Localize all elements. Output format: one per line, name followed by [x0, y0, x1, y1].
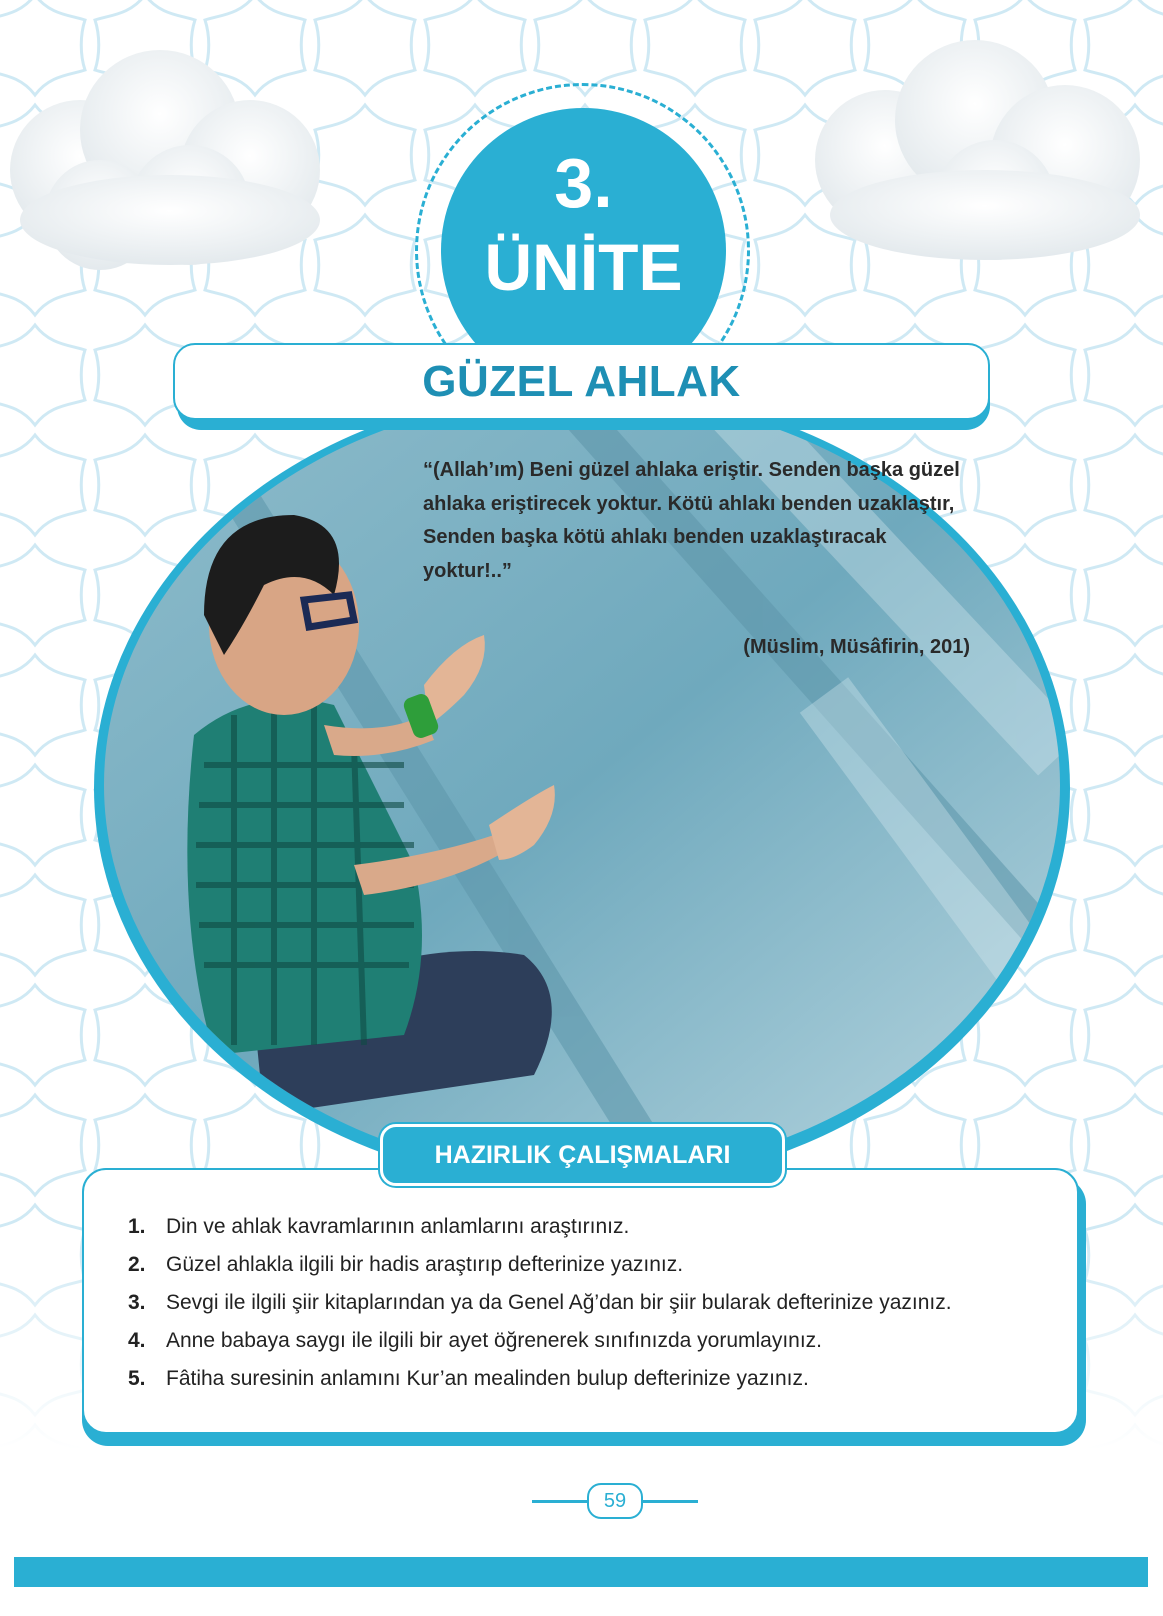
list-item	[128, 1360, 952, 1398]
cloud-icon	[0, 20, 360, 280]
task-number: 4.	[128, 1329, 146, 1352]
task-number: 5.	[128, 1367, 146, 1390]
tasks-list	[128, 1208, 952, 1398]
hadith-source: (Müslim, Müsâfirin, 201)	[743, 636, 970, 658]
cloud-icon	[795, 20, 1163, 280]
footer-bar	[14, 1557, 1148, 1587]
list-item	[128, 1246, 952, 1284]
task-text: Sevgi ile ilgili şiir kitaplarından ya da Genel Ağ’dan bir şiir bularak defterinize yazınız.	[166, 1291, 952, 1314]
page-number-line-left	[532, 1500, 588, 1503]
task-number: 3.	[128, 1291, 146, 1314]
hadith-quote: “(Allah’ım) Beni güzel ahlaka eriştir. Senden başka güzel ahlaka eriştirecek yoktur. Kötü ahlakı benden uzaklaştır, Senden başka kötü ahlakı benden uzaklaştıracak yoktur!..”	[423, 459, 960, 582]
task-text: Anne babaya saygı ile ilgili bir ayet öğrenerek sınıfınızda yorumlayınız.	[166, 1329, 823, 1352]
list-item	[128, 1284, 952, 1322]
task-text: Güzel ahlakla ilgili bir hadis araştırıp defterinize yazınız.	[166, 1253, 684, 1276]
task-text: Din ve ahlak kavramlarının anlamlarını araştırınız.	[166, 1215, 630, 1238]
title-box	[173, 343, 990, 420]
list-item	[128, 1208, 952, 1246]
page-number: 59	[587, 1483, 643, 1519]
task-number: 1.	[128, 1215, 146, 1238]
page-number-line-right	[642, 1500, 698, 1503]
unit-number: 3.	[554, 144, 613, 222]
preparation-heading: HAZIRLIK ÇALIŞMALARI	[434, 1140, 731, 1169]
preparation-label	[380, 1124, 785, 1186]
page-title: GÜZEL AHLAK	[422, 356, 741, 406]
task-text: Fâtiha suresinin anlamını Kur’an mealinden bulup defterinize yazınız.	[166, 1367, 809, 1390]
unit-label: ÜNİTE	[484, 230, 683, 304]
task-number: 2.	[128, 1253, 146, 1276]
list-item	[128, 1322, 952, 1360]
